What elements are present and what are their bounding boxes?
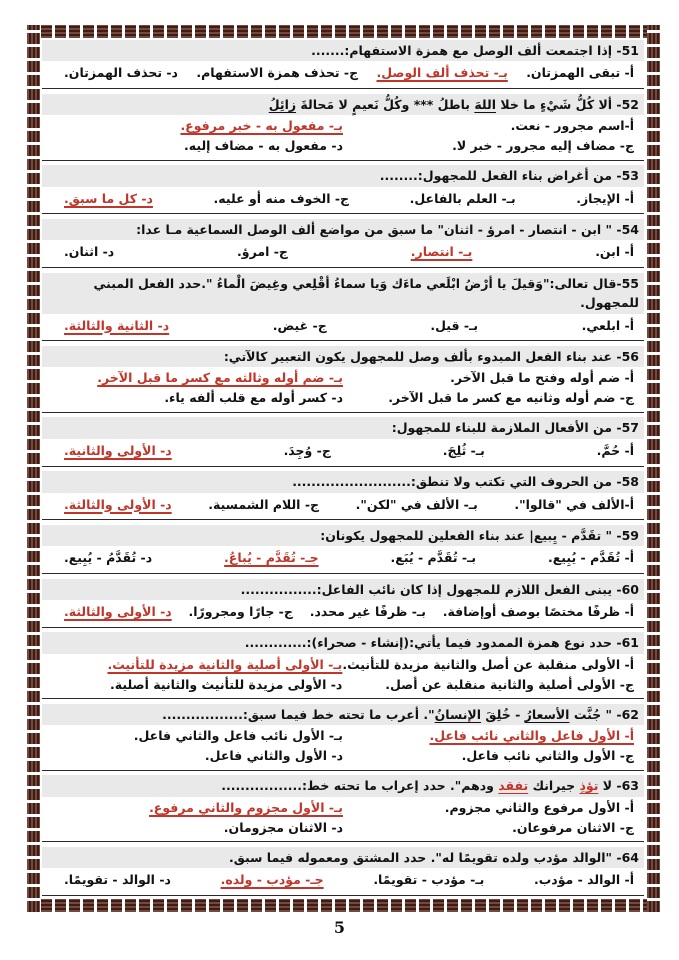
answer-option: أ- ابن.	[595, 244, 634, 260]
answer-option: أ- ضم أوله وفتح ما قبل الآخر.	[450, 370, 634, 386]
answer-option: ج- الاثنان مرفوعان.	[512, 819, 634, 835]
underlined-red-word: تفقد	[498, 778, 529, 794]
answer-option: ج- الأولى أصلية والثانية منقلبة عن أصل.	[385, 676, 634, 692]
options-grid	[42, 115, 644, 159]
answer-option: أ- الإيجاز.	[576, 190, 634, 206]
answer-option: د- اثنان.	[64, 244, 115, 260]
question-header: 61- حدد نوع همزة الممدود فيما يأتي:(إنشاء - صحراء):.............	[42, 632, 644, 653]
question-header: 53- من أغراض بناء الفعل للمجهول:........	[42, 165, 644, 186]
question-block	[42, 704, 644, 771]
question-header: 55-قال تعالى:"وَقيلَ يا أرْضُ ابْلَعي ماءَك وَيا سماءُ أقْلِعي وغِيضَ الْماءُ ".حدد الفعل المبني للمجهول.	[42, 273, 644, 314]
answer-option: بـ- تُقَدَّم - يُبَع.	[390, 550, 477, 566]
question-block	[42, 219, 644, 268]
question-block	[42, 417, 644, 466]
answer-option: بـ- العلم بالفاعل.	[409, 190, 516, 206]
answer-option: أ- الوالد - مؤدب.	[533, 872, 634, 888]
underlined-word: زائِلُ	[268, 96, 297, 112]
question-header: 64- "الوالد مؤدب ولده تقويمًا له". حدد المشتق ومعموله فيما سبق.	[42, 847, 644, 868]
question-header: 59- " تقَدَّم - يِبيع| عند بناء الفعلين للمجهول يكونان:	[42, 525, 644, 546]
answer-option-correct: بـ- الأولى أصلية والثانية مزيدة للتأنيث.	[107, 656, 343, 672]
options-row	[42, 314, 644, 340]
decorative-border-right	[647, 25, 660, 912]
answer-option: أ-اسم مجرور - نعت.	[510, 118, 634, 134]
question-block	[42, 525, 644, 574]
question-header: 58- من الحروف التي تكتب ولا تنطق:.........................	[42, 471, 644, 492]
options-row	[42, 493, 644, 519]
question-header: 51- إذا اجتمعت ألف الوصل مع همزة الاستفهام:.......	[42, 40, 644, 61]
answer-option: د- الأول والثاني فاعل.	[204, 748, 343, 763]
options-row	[42, 868, 644, 894]
question-block	[42, 847, 644, 896]
answer-option-correct: جـ- تُقَدَّم - يُباعُ.	[224, 550, 319, 566]
answer-option: أ- الأول مرفوع والثاني مجزوم.	[444, 799, 634, 815]
answer-option-correct: د- كل ما سبق.	[64, 190, 153, 206]
answer-option: أ- الأولى منقلبة عن أصل والثانية مزيدة للتأنيث.	[342, 656, 634, 672]
answer-option: ج- الأول والثاني نائب فاعل.	[461, 748, 634, 763]
answer-option: ج- جارًا ومجرورًا.	[188, 604, 293, 619]
question-block	[42, 579, 644, 628]
answer-option: بـ- ثُلِجَ.	[442, 442, 485, 458]
underlined-word: الأسعارُ	[524, 706, 570, 722]
underlined-word: الإنسانُ	[434, 706, 482, 722]
answer-option-correct: د- الثانية والثالثة.	[64, 317, 170, 333]
answer-option: أ- تُقَدَّم - يُبِيع.	[548, 550, 634, 566]
question-block	[42, 346, 644, 413]
answer-option-correct: د- الأولى والثانية.	[64, 442, 172, 458]
question-block	[42, 471, 644, 520]
question-block	[42, 273, 644, 342]
decorative-border-top	[27, 25, 660, 38]
answer-option-correct: بـ- تحذف ألف الوصل.	[376, 65, 508, 81]
answer-option: ج- مضاف إليه مجرور - خبر لا.	[452, 137, 634, 153]
question-header: 60- يبنى الفعل اللازم للمجهول إذا كان نائب الفاعل:................	[42, 579, 644, 600]
answer-option: أ- ابلعي.	[581, 317, 634, 333]
options-grid	[42, 725, 644, 769]
options-grid	[42, 797, 644, 841]
answer-option-correct: د- الأولى والثالثة.	[64, 496, 172, 512]
question-header: 54- " ابن - انتصار - امرؤ - اثنان" ما سبق من مواضع ألف الوصل السماعية مـا عدا:	[42, 219, 644, 240]
page-number: 5	[333, 918, 346, 937]
answer-option-correct: بـ- مفعول به - خبر مرفوع.	[180, 118, 343, 134]
answer-option: ج- امرؤ.	[237, 244, 288, 260]
options-row	[42, 240, 644, 266]
underlined-red-word: تؤذِ	[579, 778, 599, 794]
answer-option: بـ- قيل.	[430, 317, 479, 333]
options-row	[42, 546, 644, 572]
answer-option: ج- ضم أوله وثانيه مع كسر ما قبل الآخر.	[388, 390, 634, 405]
decorative-border-left	[27, 25, 40, 912]
answer-option: د- الأولى مزيدة للتأنيث والثانية أصلية.	[110, 676, 343, 692]
question-block	[42, 775, 644, 842]
answer-option: ج- الخوف منه أو عليه.	[213, 190, 350, 206]
options-row	[42, 61, 644, 87]
decorative-border-bottom	[27, 899, 660, 912]
question-header: 56- عند بناء الفعل المبدوء بألف وصل للمجهول يكون التعبير كالآتي:	[42, 346, 644, 367]
question-block	[42, 165, 644, 214]
options-row	[42, 600, 644, 626]
question-header: 52- ألا كُلُّ شَيْءٍ ما خلا اللهَ باطلُ *** وكُلُّ نَعيمٍ لا مَحالةَ زائِلُ	[42, 94, 644, 115]
answer-option-correct: د- الأولى والثالثة.	[64, 604, 172, 619]
answer-option: ج- غيض.	[272, 317, 327, 333]
answer-option: د- تُقَدَّمُ - يُبِيع.	[64, 550, 153, 566]
options-grid	[42, 367, 644, 411]
answer-option: ج- اللام الشمسية.	[208, 496, 320, 512]
questions-container	[42, 40, 644, 896]
answer-option: بـ- الألف في "لكن".	[355, 496, 478, 512]
answer-option: د- الاثنان مجزومان.	[223, 819, 343, 835]
underlined-word: اللهَ	[474, 96, 496, 112]
answer-option-correct: أ- الأول فاعل والثاني نائب فاعل.	[429, 728, 634, 744]
question-header: 57- من الأفعال الملازمة للبناء للمجهول:	[42, 417, 644, 438]
question-block	[42, 632, 644, 699]
answer-option-correct: بـ- الأول مجزوم والثاني مرفوع.	[149, 799, 343, 815]
answer-option: ج- تحذف همزة الاستفهام.	[196, 65, 359, 81]
answer-option: د- الوالد - تقويمًا.	[64, 872, 171, 888]
question-header: 63- لا تؤذِ جيرانك تفقد ودهم". حدد إعراب ما تحته خط:.................	[42, 775, 644, 796]
options-row	[42, 187, 644, 213]
options-row	[42, 439, 644, 465]
answer-option: أ-الألف في "قالوا".	[514, 496, 634, 512]
answer-option-correct: جـ- مؤدب - ولده.	[220, 872, 324, 888]
answer-option-correct: بـ- ضم أوله وثالثه مع كسر ما قبل الآخر.	[97, 370, 343, 386]
answer-option: د- تحذف الهمزتان.	[64, 65, 178, 81]
answer-option-correct: بـ- انتصار.	[410, 244, 473, 260]
question-block	[42, 94, 644, 161]
question-block	[42, 40, 644, 89]
answer-option: بـ- ظرفًا غير محدد.	[309, 604, 426, 619]
options-grid	[42, 654, 644, 698]
answer-option: أ- تبقى الهمزتان.	[526, 65, 634, 81]
question-header: 62- " جُنَّت الأسعارُ - خُلِقَ الإنسانُ". أعرب ما تحته خط فيما سبق:.................	[42, 704, 644, 725]
answer-option: د- كسر أوله مع قلب ألفه ياء.	[164, 390, 343, 405]
answer-option: ج- وُجِدَ.	[283, 442, 331, 458]
answer-option: بـ- الأول نائب فاعل والثاني فاعل.	[133, 728, 343, 744]
answer-option: أ- حُمَّ.	[596, 442, 634, 458]
answer-option: أ- ظرفًا مختصًا بوصف أوإضافة.	[442, 604, 634, 619]
answer-option: د- مفعول به - مضاف إليه.	[184, 137, 343, 153]
answer-option: بـ- مؤدب - تقويمًا.	[373, 872, 485, 888]
